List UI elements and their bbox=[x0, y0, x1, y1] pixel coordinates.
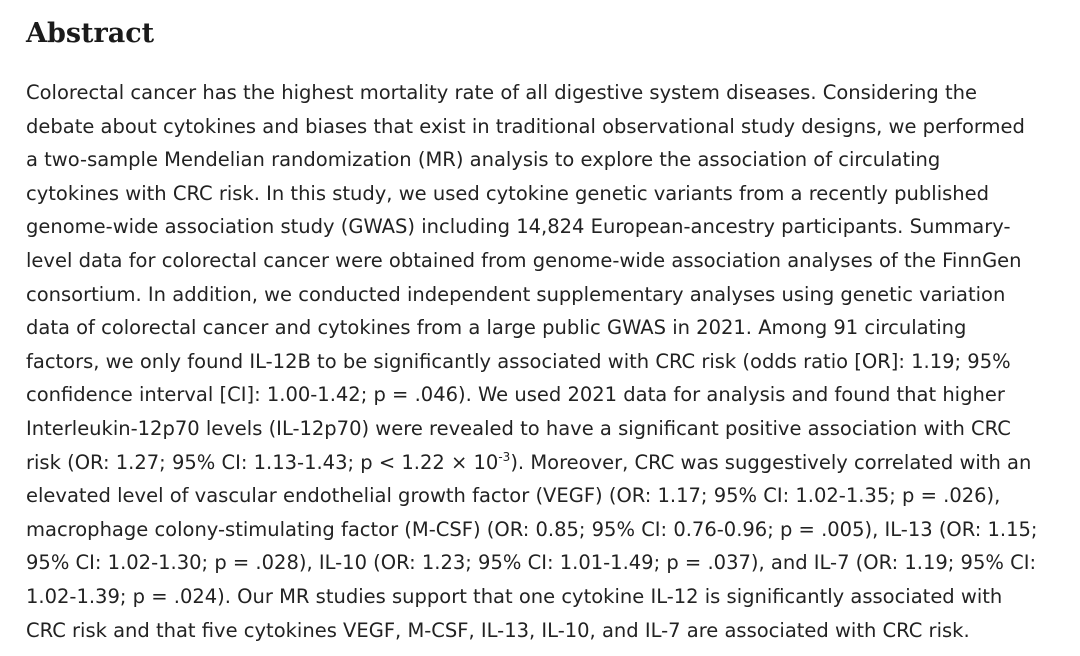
abstract-line: data of colorectal cancer and cytokines from a large public GWAS in 2021. Among 91 circulating bbox=[26, 316, 967, 340]
pvalue-text-after: ). Moreover, CRC was suggestively correlated with an bbox=[510, 450, 1032, 474]
abstract-line: debate about cytokines and biases that exist in traditional observational study designs, we performed bbox=[26, 114, 1025, 138]
abstract-line: level data for colorectal cancer were obtained from genome-wide association analyses of the FinnGen bbox=[26, 248, 1022, 272]
abstract-heading: Abstract bbox=[26, 18, 155, 49]
abstract-line: consortium. In addition, we conducted independent supplementary analyses using genetic variation bbox=[26, 282, 1006, 306]
abstract-line: 1.02-1.39; p = .024). Our MR studies support that one cytokine IL-12 is significantly associated with bbox=[26, 584, 1003, 608]
abstract-line: a two-sample Mendelian randomization (MR) analysis to explore the association of circulating bbox=[26, 148, 941, 172]
abstract-line: confidence interval [CI]: 1.00-1.42; p = .046). We used 2021 data for analysis and found that higher bbox=[26, 383, 1005, 407]
abstract-line: factors, we only found IL-12B to be significantly associated with CRC risk (odds ratio [OR]: 1.19; 95% bbox=[26, 349, 1011, 373]
abstract-line: CRC risk and that five cytokines VEGF, M-CSF, IL-13, IL-10, and IL-7 are associated with CRC risk. bbox=[26, 618, 970, 642]
abstract-line: elevated level of vascular endothelial growth factor (VEGF) (OR: 1.17; 95% CI: 1.02-1.35; p = .026), bbox=[26, 484, 1001, 508]
abstract-line-pvalue bbox=[26, 446, 1060, 480]
abstract-line: Interleukin-12p70 levels (IL-12p70) were revealed to have a significant positive association with CRC bbox=[26, 416, 1011, 440]
pvalue-exponent: -3 bbox=[498, 449, 511, 464]
abstract-line: 95% CI: 1.02-1.30; p = .028), IL-10 (OR: 1.23; 95% CI: 1.01-1.49; p = .037), and IL-7 (OR: 1.19; 95% CI: bbox=[26, 551, 1037, 575]
abstract-line: genome-wide association study (GWAS) including 14,824 European-ancestry participants. Summary- bbox=[26, 215, 1011, 239]
abstract-line: Colorectal cancer has the highest mortality rate of all digestive system diseases. Considering the bbox=[26, 81, 977, 104]
abstract-line: macrophage colony-stimulating factor (M-CSF) (OR: 0.85; 95% CI: 0.76-0.96; p = .005), IL-13 (OR: 1.15; bbox=[26, 517, 1038, 541]
pvalue-text-before: risk (OR: 1.27; 95% CI: 1.13-1.43; p < 1.22 × 10 bbox=[26, 450, 499, 474]
abstract-line: cytokines with CRC risk. In this study, we used cytokine genetic variants from a recently published bbox=[26, 181, 990, 205]
abstract-text bbox=[26, 76, 1060, 647]
